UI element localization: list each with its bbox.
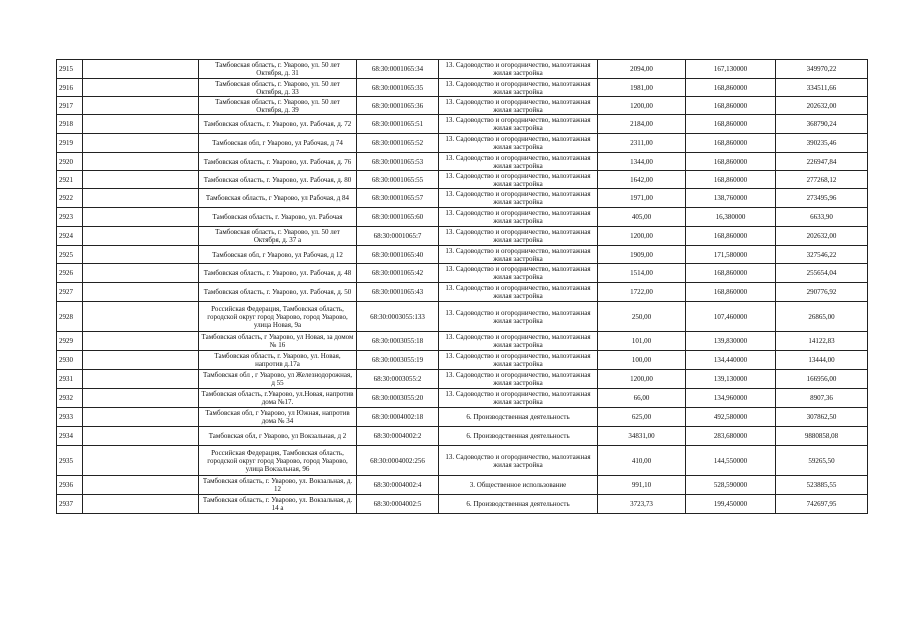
row-number: 2920 bbox=[57, 153, 83, 171]
cadastral-value-cell: 8907,36 bbox=[776, 389, 868, 408]
area-cell: 1722,00 bbox=[598, 283, 686, 302]
land-use-cell: 13. Садоводство и огородничество, малоэтажная жилая застройка bbox=[439, 115, 598, 134]
table-row bbox=[57, 427, 868, 446]
land-use-cell: 13. Садоводство и огородничество, малоэтажная жилая застройка bbox=[439, 227, 598, 246]
empty-column bbox=[83, 246, 199, 264]
cadastral-number-cell: 68:30:0004002:256 bbox=[357, 446, 439, 476]
table-row bbox=[57, 370, 868, 389]
table-row bbox=[57, 227, 868, 246]
land-use-cell: 6. Производственная деятельность bbox=[439, 427, 598, 446]
land-use-cell: 13. Садоводство и огородничество, малоэтажная жилая застройка bbox=[439, 246, 598, 264]
specific-value-cell: 134,440000 bbox=[686, 351, 776, 370]
area-cell: 250,00 bbox=[598, 302, 686, 332]
area-cell: 1514,00 bbox=[598, 264, 686, 283]
cadastral-number-cell: 68:30:0001065:43 bbox=[357, 283, 439, 302]
cadastral-value-cell: 26865,00 bbox=[776, 302, 868, 332]
cadastral-value-cell: 273495,96 bbox=[776, 189, 868, 208]
empty-column bbox=[83, 370, 199, 389]
table-row bbox=[57, 246, 868, 264]
empty-column bbox=[83, 427, 199, 446]
cadastral-value-cell: 166956,00 bbox=[776, 370, 868, 389]
land-use-cell: 6. Производственная деятельность bbox=[439, 495, 598, 514]
address-cell: Тамбовская область, г. Уварово, ул. Рабочая, д. 72 bbox=[199, 115, 357, 134]
cadastral-number-cell: 68:30:0004002:2 bbox=[357, 427, 439, 446]
row-number: 2918 bbox=[57, 115, 83, 134]
table-row bbox=[57, 351, 868, 370]
address-cell: Тамбовская обл , г Уварово, ул Железнодорожная, д 55 bbox=[199, 370, 357, 389]
specific-value-cell: 492,580000 bbox=[686, 408, 776, 427]
area-cell: 1971,00 bbox=[598, 189, 686, 208]
cadastral-value-cell: 6633,90 bbox=[776, 208, 868, 227]
empty-column bbox=[83, 389, 199, 408]
specific-value-cell: 138,760000 bbox=[686, 189, 776, 208]
empty-column bbox=[83, 60, 199, 79]
area-cell: 1344,00 bbox=[598, 153, 686, 171]
row-number: 2931 bbox=[57, 370, 83, 389]
land-use-cell: 6. Производственная деятельность bbox=[439, 408, 598, 427]
address-cell: Тамбовская область, г. Уварово, ул. Рабочая bbox=[199, 208, 357, 227]
table-row bbox=[57, 97, 868, 115]
address-cell: Тамбовская область, г. Уварово, ул. Рабочая, д. 50 bbox=[199, 283, 357, 302]
cadastral-number-cell: 68:30:0004002:5 bbox=[357, 495, 439, 514]
specific-value-cell: 168,860000 bbox=[686, 264, 776, 283]
cadastral-value-cell: 349970,22 bbox=[776, 60, 868, 79]
cadastral-number-cell: 68:30:0001065:36 bbox=[357, 97, 439, 115]
cadastral-number-cell: 68:30:0001065:60 bbox=[357, 208, 439, 227]
address-cell: Тамбовская обл, г Уварово, ул Вокзальная, д 2 bbox=[199, 427, 357, 446]
empty-column bbox=[83, 332, 199, 351]
cadastral-value-cell: 226947,84 bbox=[776, 153, 868, 171]
table-row bbox=[57, 495, 868, 514]
empty-column bbox=[83, 208, 199, 227]
area-cell: 991,10 bbox=[598, 476, 686, 495]
land-use-cell: 13. Садоводство и огородничество, малоэтажная жилая застройка bbox=[439, 370, 598, 389]
table-body bbox=[57, 60, 868, 514]
land-use-cell: 13. Садоводство и огородничество, малоэтажная жилая застройка bbox=[439, 60, 598, 79]
address-cell: Тамбовская область, г. Уварово, ул. Вокзальная, д. 14 а bbox=[199, 495, 357, 514]
cadastral-value-cell: 277268,12 bbox=[776, 171, 868, 189]
empty-column bbox=[83, 153, 199, 171]
specific-value-cell: 139,130000 bbox=[686, 370, 776, 389]
address-cell: Тамбовская область, г. Уварово, ул. 50 лет Октября, д. 37 а bbox=[199, 227, 357, 246]
cadastral-number-cell: 68:30:0001065:55 bbox=[357, 171, 439, 189]
specific-value-cell: 107,460000 bbox=[686, 302, 776, 332]
row-number: 2921 bbox=[57, 171, 83, 189]
cadastral-value-cell: 14122,83 bbox=[776, 332, 868, 351]
cadastral-number-cell: 68:30:0001065:40 bbox=[357, 246, 439, 264]
cadastral-number-cell: 68:30:0001065:52 bbox=[357, 134, 439, 153]
empty-column bbox=[83, 79, 199, 97]
table-row bbox=[57, 153, 868, 171]
empty-column bbox=[83, 264, 199, 283]
address-cell: Тамбовская область, г. Уварово, ул. 50 лет Октября, д. 39 bbox=[199, 97, 357, 115]
table-row bbox=[57, 283, 868, 302]
address-cell: Тамбовская обл, г Уварово, ул Южная, напротив дома № 34 bbox=[199, 408, 357, 427]
specific-value-cell: 168,860000 bbox=[686, 153, 776, 171]
row-number: 2927 bbox=[57, 283, 83, 302]
address-cell: Тамбовская область, г.Уварово, ул.Новая, напротив дома №17. bbox=[199, 389, 357, 408]
address-cell: Тамбовская область, г. Уварово, ул. Новая, напротив д.17а bbox=[199, 351, 357, 370]
specific-value-cell: 168,860000 bbox=[686, 134, 776, 153]
area-cell: 66,00 bbox=[598, 389, 686, 408]
cadastral-value-cell: 202632,00 bbox=[776, 227, 868, 246]
empty-column bbox=[83, 97, 199, 115]
cadastral-number-cell: 68:30:0003055:19 bbox=[357, 351, 439, 370]
empty-column bbox=[83, 495, 199, 514]
row-number: 2926 bbox=[57, 264, 83, 283]
land-use-cell: 13. Садоводство и огородничество, малоэтажная жилая застройка bbox=[439, 97, 598, 115]
empty-column bbox=[83, 115, 199, 134]
specific-value-cell: 168,860000 bbox=[686, 97, 776, 115]
area-cell: 2311,00 bbox=[598, 134, 686, 153]
empty-column bbox=[83, 302, 199, 332]
address-cell: Тамбовская область, г. Уварово, ул. 50 лет Октября, д. 31 bbox=[199, 60, 357, 79]
empty-column bbox=[83, 134, 199, 153]
row-number: 2928 bbox=[57, 302, 83, 332]
address-cell: Тамбовская область, г. Уварово, ул. 50 лет Октября, д. 33 bbox=[199, 79, 357, 97]
table-row bbox=[57, 134, 868, 153]
table-row bbox=[57, 408, 868, 427]
table-row bbox=[57, 115, 868, 134]
specific-value-cell: 171,580000 bbox=[686, 246, 776, 264]
area-cell: 34831,00 bbox=[598, 427, 686, 446]
area-cell: 2094,00 bbox=[598, 60, 686, 79]
specific-value-cell: 199,450000 bbox=[686, 495, 776, 514]
cadastral-number-cell: 68:30:0003055:133 bbox=[357, 302, 439, 332]
specific-value-cell: 168,860000 bbox=[686, 227, 776, 246]
cadastral-value-cell: 523885,55 bbox=[776, 476, 868, 495]
row-number: 2923 bbox=[57, 208, 83, 227]
table-row bbox=[57, 389, 868, 408]
address-cell: Тамбовская область, г. Уварово, ул. Рабочая, д. 80 bbox=[199, 171, 357, 189]
specific-value-cell: 16,380000 bbox=[686, 208, 776, 227]
specific-value-cell: 168,860000 bbox=[686, 115, 776, 134]
specific-value-cell: 168,860000 bbox=[686, 171, 776, 189]
cadastral-value-cell: 334511,66 bbox=[776, 79, 868, 97]
address-cell: Тамбовская обл, г Уварово, ул Рабочая, д 74 bbox=[199, 134, 357, 153]
table-row bbox=[57, 446, 868, 476]
cadastral-value-table bbox=[56, 59, 868, 514]
specific-value-cell: 283,680000 bbox=[686, 427, 776, 446]
land-use-cell: 13. Садоводство и огородничество, малоэтажная жилая застройка bbox=[439, 302, 598, 332]
area-cell: 101,00 bbox=[598, 332, 686, 351]
empty-column bbox=[83, 408, 199, 427]
cadastral-number-cell: 68:30:0003055:2 bbox=[357, 370, 439, 389]
address-cell: Российская Федерация, Тамбовская область, городской округ город Уварово, город Уварово, улица Вокзальная, 96 bbox=[199, 446, 357, 476]
cadastral-value-cell: 255654,04 bbox=[776, 264, 868, 283]
row-number: 2916 bbox=[57, 79, 83, 97]
row-number: 2917 bbox=[57, 97, 83, 115]
area-cell: 410,00 bbox=[598, 446, 686, 476]
cadastral-number-cell: 68:30:0004002:18 bbox=[357, 408, 439, 427]
land-use-cell: 13. Садоводство и огородничество, малоэтажная жилая застройка bbox=[439, 171, 598, 189]
cadastral-value-cell: 327546,22 bbox=[776, 246, 868, 264]
address-cell: Тамбовская область, г. Уварово, ул. Рабочая, д. 76 bbox=[199, 153, 357, 171]
land-use-cell: 13. Садоводство и огородничество, малоэтажная жилая застройка bbox=[439, 264, 598, 283]
row-number: 2924 bbox=[57, 227, 83, 246]
specific-value-cell: 168,860000 bbox=[686, 283, 776, 302]
area-cell: 2184,00 bbox=[598, 115, 686, 134]
land-use-cell: 13. Садоводство и огородничество, малоэтажная жилая застройка bbox=[439, 208, 598, 227]
cadastral-value-cell: 9880858,08 bbox=[776, 427, 868, 446]
row-number: 2930 bbox=[57, 351, 83, 370]
area-cell: 1200,00 bbox=[598, 227, 686, 246]
land-use-cell: 13. Садоводство и огородничество, малоэтажная жилая застройка bbox=[439, 389, 598, 408]
cadastral-number-cell: 68:30:0003055:20 bbox=[357, 389, 439, 408]
area-cell: 100,00 bbox=[598, 351, 686, 370]
land-use-cell: 13. Садоводство и огородничество, малоэтажная жилая застройка bbox=[439, 153, 598, 171]
row-number: 2915 bbox=[57, 60, 83, 79]
table-row bbox=[57, 476, 868, 495]
address-cell: Российская Федерация, Тамбовская область, городской округ город Уварово, город Уварово, улица Новая, 9а bbox=[199, 302, 357, 332]
table-row bbox=[57, 79, 868, 97]
specific-value-cell: 528,590000 bbox=[686, 476, 776, 495]
table-row bbox=[57, 264, 868, 283]
table-row bbox=[57, 189, 868, 208]
cadastral-value-cell: 742697,95 bbox=[776, 495, 868, 514]
land-use-cell: 13. Садоводство и огородничество, малоэтажная жилая застройка bbox=[439, 332, 598, 351]
address-cell: Тамбовская область, г Уварово, ул Новая, за домом № 16 bbox=[199, 332, 357, 351]
cadastral-value-cell: 202632,00 bbox=[776, 97, 868, 115]
address-cell: Тамбовская область, г. Уварово, ул. Рабочая, д. 48 bbox=[199, 264, 357, 283]
cadastral-number-cell: 68:30:0001065:42 bbox=[357, 264, 439, 283]
cadastral-number-cell: 68:30:0001065:57 bbox=[357, 189, 439, 208]
empty-column bbox=[83, 446, 199, 476]
empty-column bbox=[83, 189, 199, 208]
land-use-cell: 13. Садоводство и огородничество, малоэтажная жилая застройка bbox=[439, 283, 598, 302]
row-number: 2922 bbox=[57, 189, 83, 208]
table-row bbox=[57, 302, 868, 332]
area-cell: 405,00 bbox=[598, 208, 686, 227]
specific-value-cell: 134,960000 bbox=[686, 389, 776, 408]
cadastral-value-cell: 290776,92 bbox=[776, 283, 868, 302]
address-cell: Тамбовская обл, г Уварово, ул Рабочая, д 12 bbox=[199, 246, 357, 264]
land-use-cell: 13. Садоводство и огородничество, малоэтажная жилая застройка bbox=[439, 189, 598, 208]
empty-column bbox=[83, 351, 199, 370]
empty-column bbox=[83, 283, 199, 302]
row-number: 2919 bbox=[57, 134, 83, 153]
address-cell: Тамбовская область, г. Уварово, ул. Вокзальная, д. 12 bbox=[199, 476, 357, 495]
land-use-cell: 13. Садоводство и огородничество, малоэтажная жилая застройка bbox=[439, 446, 598, 476]
row-number: 2934 bbox=[57, 427, 83, 446]
cadastral-number-cell: 68:30:0001065:51 bbox=[357, 115, 439, 134]
cadastral-value-cell: 13444,00 bbox=[776, 351, 868, 370]
cadastral-value-cell: 307862,50 bbox=[776, 408, 868, 427]
area-cell: 1981,00 bbox=[598, 79, 686, 97]
row-number: 2932 bbox=[57, 389, 83, 408]
specific-value-cell: 139,830000 bbox=[686, 332, 776, 351]
empty-column bbox=[83, 171, 199, 189]
area-cell: 3723,73 bbox=[598, 495, 686, 514]
address-cell: Тамбовская область, г Уварово, ул Рабочая, д 84 bbox=[199, 189, 357, 208]
cadastral-number-cell: 68:30:0004002:4 bbox=[357, 476, 439, 495]
table-row bbox=[57, 60, 868, 79]
land-use-cell: 13. Садоводство и огородничество, малоэтажная жилая застройка bbox=[439, 79, 598, 97]
cadastral-value-cell: 368790,24 bbox=[776, 115, 868, 134]
area-cell: 1200,00 bbox=[598, 370, 686, 389]
cadastral-number-cell: 68:30:0003055:18 bbox=[357, 332, 439, 351]
row-number: 2935 bbox=[57, 446, 83, 476]
area-cell: 1200,00 bbox=[598, 97, 686, 115]
empty-column bbox=[83, 227, 199, 246]
area-cell: 1642,00 bbox=[598, 171, 686, 189]
land-use-cell: 13. Садоводство и огородничество, малоэтажная жилая застройка bbox=[439, 351, 598, 370]
cadastral-number-cell: 68:30:0001065:35 bbox=[357, 79, 439, 97]
specific-value-cell: 167,130000 bbox=[686, 60, 776, 79]
table-row bbox=[57, 208, 868, 227]
row-number: 2936 bbox=[57, 476, 83, 495]
cadastral-number-cell: 68:30:0001065:34 bbox=[357, 60, 439, 79]
table-row bbox=[57, 332, 868, 351]
row-number: 2925 bbox=[57, 246, 83, 264]
land-use-cell: 3. Общественное использование bbox=[439, 476, 598, 495]
specific-value-cell: 168,860000 bbox=[686, 79, 776, 97]
row-number: 2937 bbox=[57, 495, 83, 514]
area-cell: 1909,00 bbox=[598, 246, 686, 264]
cadastral-value-cell: 59265,50 bbox=[776, 446, 868, 476]
cadastral-value-cell: 390235,46 bbox=[776, 134, 868, 153]
table-row bbox=[57, 171, 868, 189]
row-number: 2929 bbox=[57, 332, 83, 351]
empty-column bbox=[83, 476, 199, 495]
land-use-cell: 13. Садоводство и огородничество, малоэтажная жилая застройка bbox=[439, 134, 598, 153]
area-cell: 625,00 bbox=[598, 408, 686, 427]
cadastral-number-cell: 68:30:0001065:53 bbox=[357, 153, 439, 171]
row-number: 2933 bbox=[57, 408, 83, 427]
cadastral-number-cell: 68:30:0001065:7 bbox=[357, 227, 439, 246]
specific-value-cell: 144,550000 bbox=[686, 446, 776, 476]
